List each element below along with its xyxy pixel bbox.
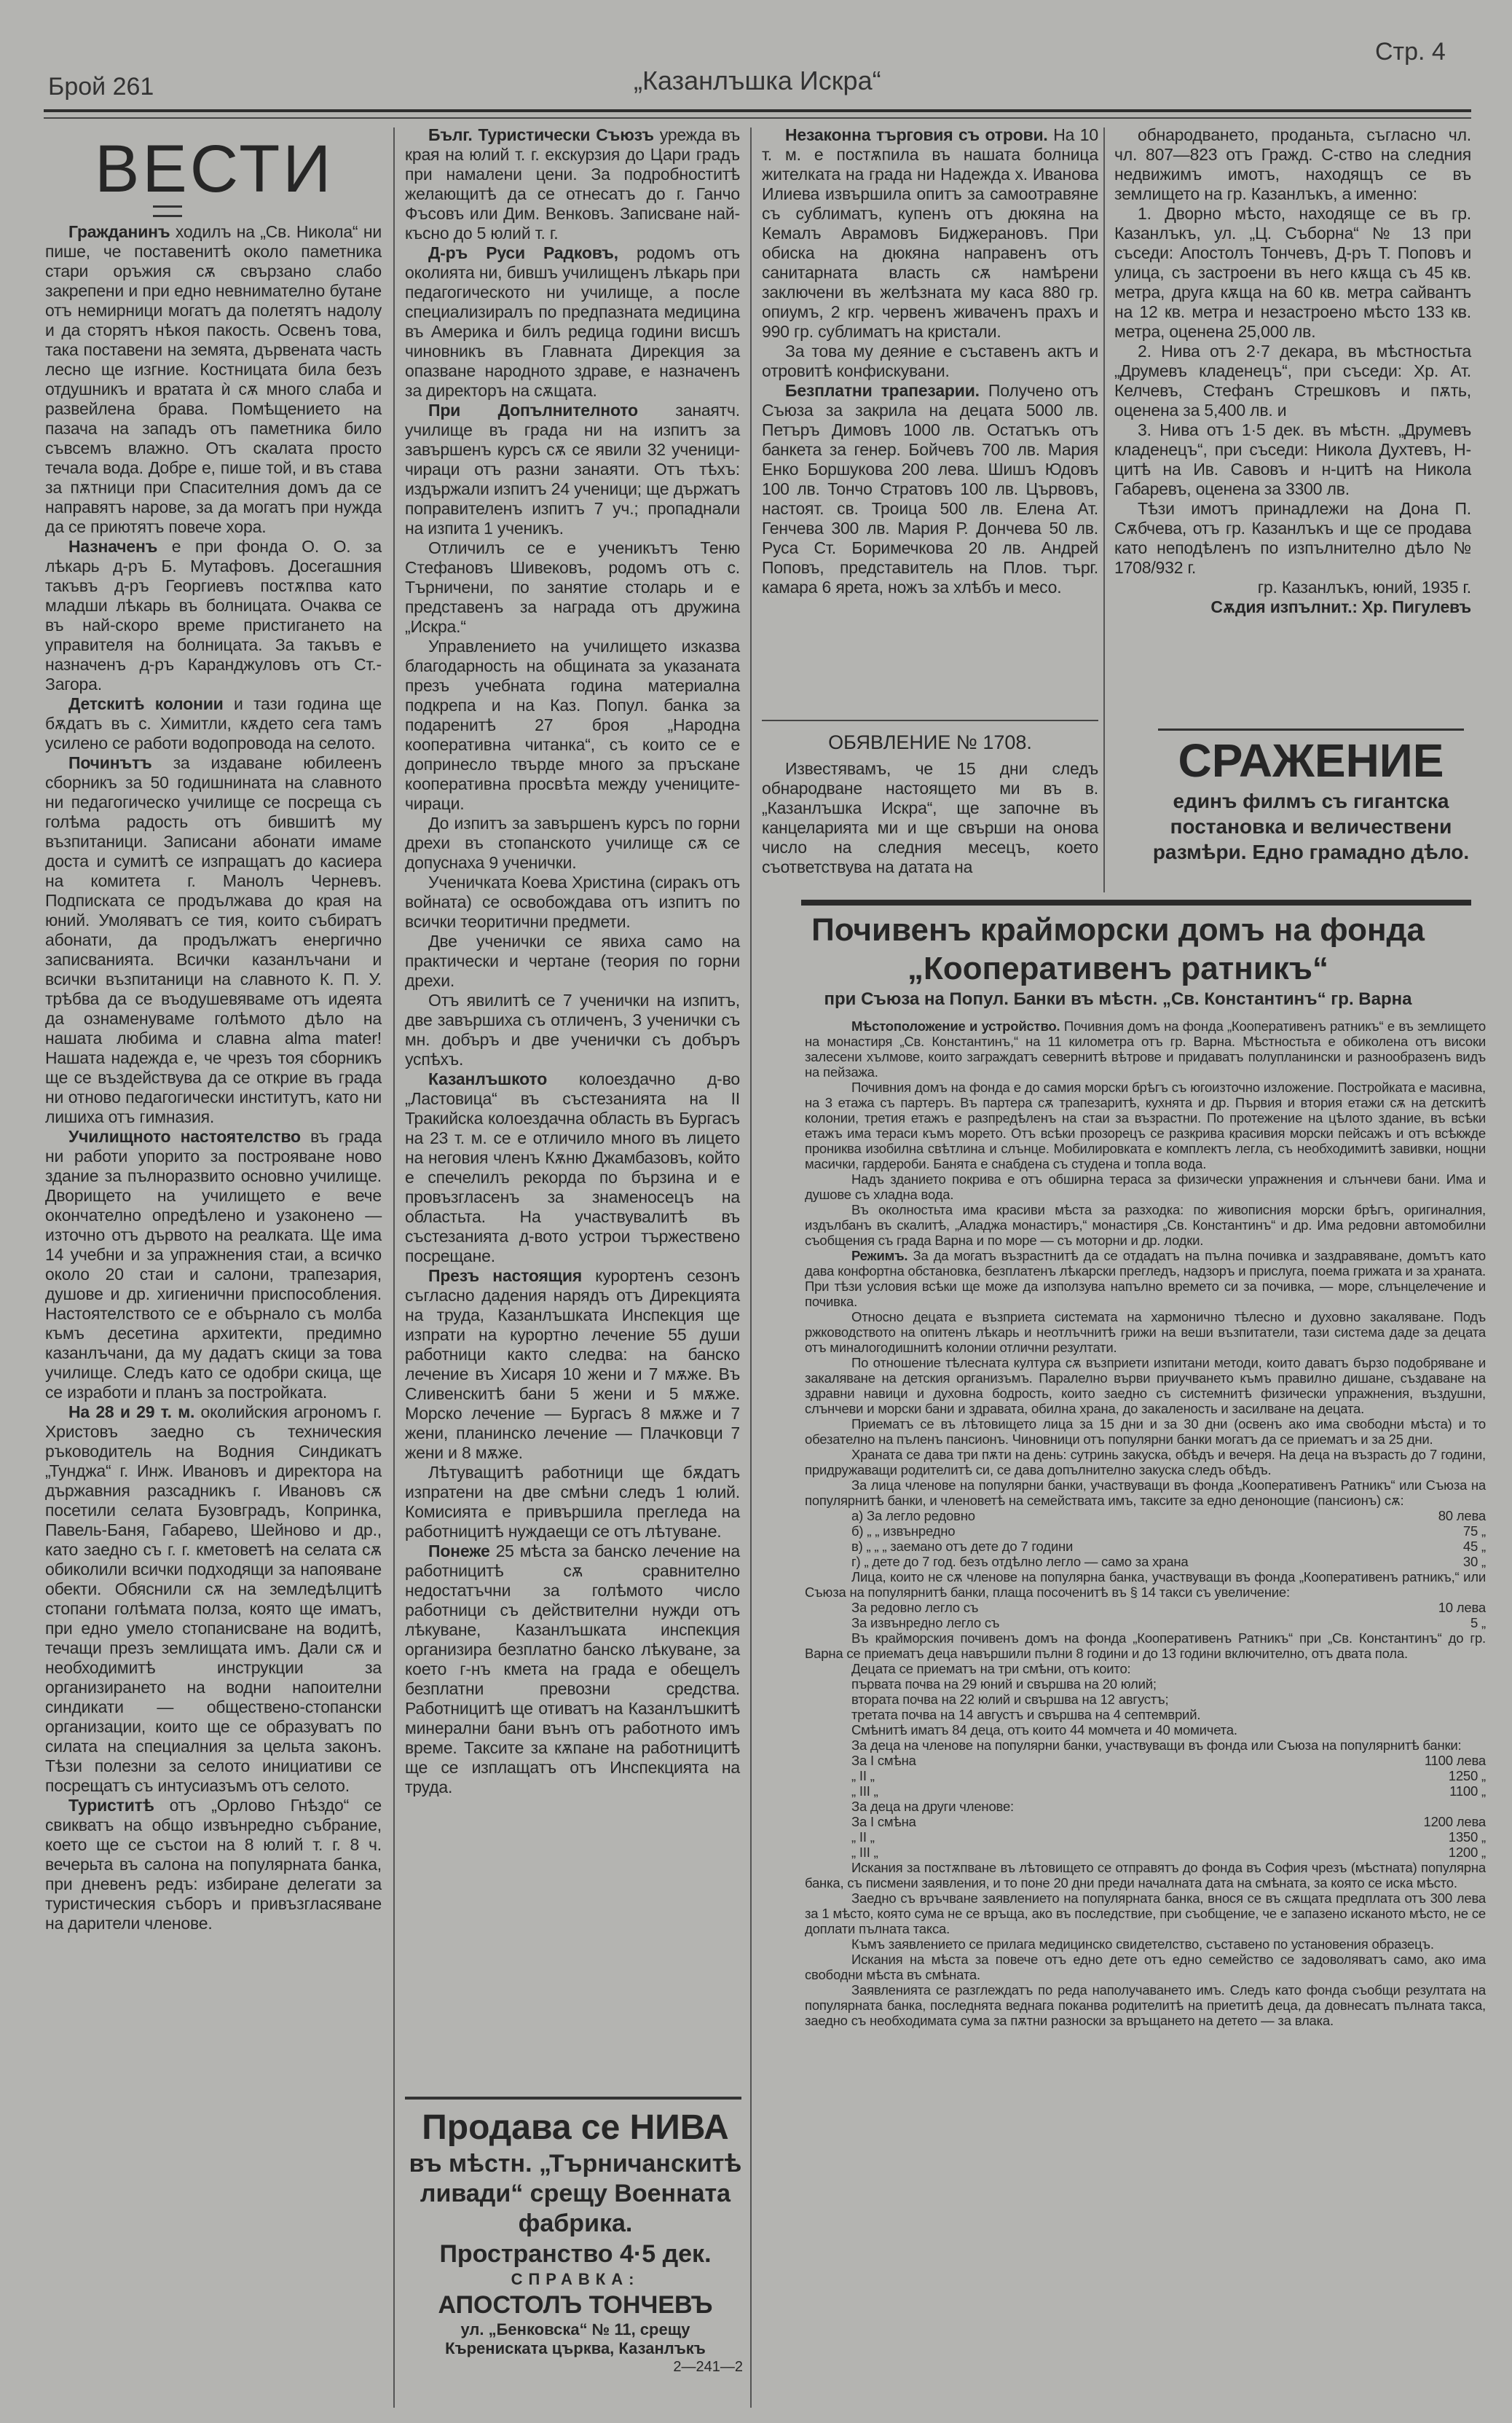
- ad-contact: АПОСТОЛЪ ТОНЧЕВЪ: [438, 2291, 713, 2319]
- paragraph: [805, 1416, 1486, 1447]
- article-title: [757, 911, 1478, 1011]
- paragraph-lead: Туриститѣ: [68, 1796, 154, 1815]
- paragraph: Лица, които не сѫ членове на популярна банка, участвуващи въ фонда „Кооперативенъ ратникъ,“ или Съюза на популярнитѣ банки, плаща посоченитѣ въ § 14 такси съ увеличение:: [805, 1569, 1486, 1600]
- paragraph-text: родомъ отъ околията ни, бившъ училищенъ лѣкарь при педагогическото ни училище, а после специализиралъ по предпазната медицина въ Америка и билъ редица години висшъ чиновникъ въ Главната Дирекция за опазване народното здраве, е назначенъ за директоръ на сѫщата.: [405, 243, 740, 400]
- rate-value: 80 лева: [1438, 1508, 1486, 1523]
- paragraph-text: Получено отъ Съюза за закрила на децата 5000 лв. Петъръ Димовъ 1000 лв. Остатъкъ отъ банкета за генер. Бойчевъ 700 лв. Мария Енко Боршукова 200 лева. Шишъ Юдовъ 100 лв. Тончо Стратовъ 100 лв. Цървовъ, настоят. св. Троица 500 лв. Елена Ат. Генчева 300 лв. Мария Р. Дончева 50 лв. Руса Ст. Боримечкова 20 лв. Андрей Поповъ, представитель на Плов. търг. камара 6 ярета, ножъ за хлѣбъ и месо.: [762, 381, 1098, 597]
- paragraph: [1114, 204, 1471, 342]
- paragraph: [805, 1447, 1486, 1477]
- paragraph-text: Тѣзи имотъ принадлежи на Дона П. Сѫбчева, отъ гр. Казанлъкъ и ще се продава като неподѣленъ по изпълнително дѣло № 1708/932 г.: [1114, 499, 1471, 577]
- paragraph: [805, 1890, 1486, 1936]
- paragraph-text: За лица членове на популярни банки, участвуващи въ фонда „Кооперативенъ Ратникъ“ или Съюза на популярнитѣ банки, и членоветѣ на семействата имъ, таксите за едно денонощие (пансионъ) сѫ:: [805, 1477, 1486, 1508]
- rate-row: [805, 1508, 1486, 1523]
- paragraph: [805, 1309, 1486, 1355]
- paragraph: [45, 1127, 382, 1402]
- paragraph-lead: Безплатни трапезарии.: [785, 381, 980, 400]
- rate-row: [805, 1539, 1486, 1554]
- film-title: СРАЖЕНИЕ: [1178, 734, 1444, 787]
- paragraph: [1114, 342, 1471, 420]
- paragraph-text: околийския агрономъ г. Христовъ заедно съ техническия ръководитель на Водния Синдикатъ „Тунджа“ г. Инж. Ивановъ и директора на държавния разсадникъ г. Ивановъ сѫ посетили селата Бузовградъ, Копринка, Павель-Баня, Габарево, Шейново и др., като заедно съ г. г. кметоветѣ на селата сѫ обиколили всички подходящи за напояване обекти. Обяснили сѫ на земледѣлцитѣ стопани голѣмата полза, която ще иматъ, при едно умело стопанисване на водитѣ, течащи презъ землищата имъ. Дали сѫ и необходимитѣ инструкции за организирането на водни напоителни синдикати — обществено-стопански организации, които ще се образуватъ по силата на специалния за цельта законъ. Тѣзи полезни за селото инициативи се посрещатъ съ интусиазъмъ отъ селото.: [45, 1402, 382, 1795]
- newspaper-title: „Казанлъшка Искра“: [634, 66, 881, 95]
- rate-value: 1200 „: [1448, 1845, 1486, 1860]
- paragraph: [805, 1248, 1486, 1309]
- ad-title: Продава се НИВА: [422, 2108, 729, 2147]
- paragraph-lead: Назначенъ: [68, 537, 158, 556]
- article-body: [805, 1018, 1486, 2028]
- paragraph: [45, 1796, 382, 1933]
- rate-value: 5 „: [1470, 1615, 1486, 1630]
- paragraph: [1114, 420, 1471, 499]
- paragraph: [805, 1952, 1486, 1982]
- paragraph: [405, 1542, 740, 1797]
- paragraph: [45, 753, 382, 1127]
- paragraph-text: Управлението на училището изказва благодарность на общината за указаната презъ учебната година материална подкрепа и на Каз. Попул. банка за подаренитѣ 27 броя „Народна кооперативна читанка“, съ които се е допринесло твърде много за пръскане кооперативна просвѣта между учениците-чираци.: [405, 637, 740, 813]
- paragraph: [805, 1018, 1486, 1080]
- paragraph: [405, 991, 740, 1069]
- paragraph: [805, 1722, 1486, 1737]
- page-number: Стр. 4: [1375, 38, 1446, 66]
- issue-number: Брой 261: [48, 73, 154, 101]
- column-divider: [750, 127, 752, 2408]
- rate-row: [805, 1783, 1486, 1799]
- paragraph-text: Отъ явилитѣ се 7 ученички на изпитъ, две завършиха съ отличенъ, 3 ученички съ мн. добъръ и две ученички съ добъръ успѣхъ.: [405, 991, 740, 1069]
- article-subtitle: при Съюза на Попул. Банки въ мѣстн. „Св. Константинъ“ гр. Варна: [824, 989, 1412, 1009]
- paragraph-text: Две ученички се явиха само на практически и чертане (теория по горни дрехи.: [405, 932, 740, 990]
- paragraph-text: За да могатъ възрастнитѣ да се отдадатъ на пълна почивка и заздравяване, домътъ като дава конфортна обстановка, безплатенъ лѣкарски прегледъ, надзоръ и прислуга, поема грижата и за храната. При тѣзи условия всѣки ще може да използува напълно времето си за почивка, — море, слънцелечение и почивка.: [805, 1248, 1486, 1309]
- notice-rule: [762, 720, 1098, 721]
- film-ad: [1151, 733, 1471, 865]
- rate-label: „ II „: [851, 1768, 875, 1783]
- ad-address: ул. „Бенковска“ № 11, срещу Кърениската църква, Казанлъкъ: [445, 2320, 706, 2357]
- rate-row: [805, 1554, 1486, 1569]
- paragraph-text: Отличилъ се е ученикътъ Теню Стефановъ Шивековъ, родомъ отъ с. Търничени, по занятие столарь и е представенъ за награда отъ дружина „Искра.“: [405, 538, 740, 636]
- paragraph-text: отъ „Орлово Гнѣздо“ се свикватъ на общо извънредно събрание, което ще се състои на 8 юлий т. г. 8 ч. вечерьта въ салона на популярната банка, при дневенъ редъ: избиране делегати за туристическия съборъ и привъзгласяване на дарители членове.: [45, 1796, 382, 1933]
- column-1: [45, 222, 382, 1933]
- column-4: [1114, 125, 1471, 617]
- paragraph-text: До изпитъ за завършенъ курсъ по горни дрехи въ стопанското училище сѫ се допуснаха 9 ученички.: [405, 814, 740, 872]
- paragraph-text: Ученичката Коева Христина (сиракъ отъ войната) се освобождава отъ изпитъ по всички теоритични предмети.: [405, 873, 740, 931]
- paragraph-text: За деца на членове на популярни банки, участвуващи въ фонда или Съюза на популярнитѣ банки:: [851, 1737, 1462, 1753]
- notice-paragraph: Известявамъ, че 15 дни следъ обнародване настоящето ми въ в. „Казанлъшка Искра“, ще започне въ канцеларията ми и ще свърши на онова число на следния месецъ, което съответствува на датата на: [762, 759, 1098, 876]
- rate-label: За редовно легло съ: [851, 1600, 979, 1615]
- paragraph-text: 25 мѣста за банско лечение на работницитѣ сѫ сравнително недостатъчни за голѣмото число работници съ действителни нужди отъ лѣкуване, Казанлъшката инспекция организира безплатно банско лѣкуване, за което г-нъ кмета на града е обещелъ безплатни превозни средства. Работницитѣ ще отиватъ на Казанлъшкитѣ минерални бани вънъ отъ работното имъ време. Таксите за кѫпане на работницитѣ ще се изплащатъ отъ Инспекцията на труда.: [405, 1542, 740, 1796]
- paragraph-text: 2. Нива отъ 2·7 декара, въ мѣстностьта „Друмевъ кладенецъ“, при съседи: Хр. Ат. Келчевъ, Стефанъ Стрешковъ и пѫть, оценена за 5,400 лв. и: [1114, 342, 1471, 420]
- paragraph-text: Надъ зданието покрива е отъ обширна тераса за физически упражнения и слънчеви бани. Има и душове съ хладна вода.: [805, 1171, 1486, 1202]
- paragraph-text: 3. Нива отъ 1·5 дек. въ мѣстн. „Друмевъ кладенецъ“, при съседи: Никола Духтевъ, Н-цитѣ на Ив. Савовъ и н-цитѣ на Никола Габаревъ, оценена за 3300 лв.: [1114, 420, 1471, 498]
- rate-row: [805, 1845, 1486, 1860]
- paragraph: [805, 1676, 1486, 1692]
- notice-date: гр. Казанлъкъ, юний, 1935 г.: [1257, 578, 1471, 597]
- paragraph: [405, 873, 740, 932]
- rate-value: 10 лева: [1438, 1600, 1486, 1615]
- paragraph-text: Искания на мѣста за повече отъ едно дете отъ едно семейство се задоволяватъ само, ако има свободни мѣста въ смѣната.: [805, 1952, 1486, 1982]
- paragraph: [805, 1936, 1486, 1952]
- paragraph: [805, 1477, 1486, 1508]
- paragraph: [805, 1860, 1486, 1890]
- paragraph: [405, 243, 740, 401]
- paragraph-lead: Мѣстоположение и устройство.: [851, 1018, 1060, 1034]
- paragraph: [805, 1080, 1486, 1171]
- rate-row: [805, 1523, 1486, 1539]
- paragraph-text: е при фонда О. О. за лѣкарь д-ръ Б. Мутафовъ. Досегашния такъвъ д-ръ Георгиевъ постѫпва като младши лѣкарь въ болницата. Очаква се въ най-скоро време пристигането на управителя на болницата. За такъвъ е назначенъ д-ръ Каранджуловъ отъ Ст.-Загора.: [45, 537, 382, 694]
- paragraph-text: Относно децата е възприета системата на хармонично тѣлесно и духовно закаляване. Подъ ржководството на опитенъ лѣкарь и неотлъчнитѣ грижи на веши възпитатели, тази система даде за децата отъ миналогодишнитѣ колонии отлични резултати.: [805, 1309, 1486, 1355]
- paragraph: [45, 1402, 382, 1796]
- heading-ornament: [153, 205, 182, 217]
- ad-code: 2—241—2: [673, 2359, 743, 2375]
- paragraph-text: колоездачно д-во „Ластовица“ въ състезанията на II Тракийска колоездачна область въ Бургасъ на 23 т. м. се е отличило много въ лицето на неговия членъ Кѫню Джамбазовъ, който е спечелилъ рекорда по бързина и е провъзгласенъ за знаменосецъ на областьта. На участвувалитѣ въ състезанията д-вото устрои тържествено посрещане.: [405, 1069, 740, 1265]
- rate-value: 1100 лева: [1424, 1753, 1486, 1768]
- paragraph: [405, 1463, 740, 1542]
- rate-row: [805, 1829, 1486, 1845]
- paragraph: [1114, 499, 1471, 578]
- paragraph-text: за издаване юбилеенъ сборникъ за 50 годишнината на славното ни педагогическо училище се посреща съ голѣма радость отъ бившитѣ му възпитаници. Записани абонати имаме доста и сумитѣ се изпращатъ до касиера на комитета г. Манолъ Черневъ. Подписката се продължава до края на юний. Умоляватъ се тия, които събиратъ абонати, да продължатъ енергично записванията. Всички казанлъчани и всички възпитаници на славното К. П. У. трѣбва да се въодушевяваме отъ идеята да ознаменуваме голѣмото дѣло на нашата любима и славна alma mater! Нашата надежда е, че чрезъ тоя сборникъ ще се въздействува да се открие въ града ни отново педагогически институтъ, като ни лишиха отъ гимназия.: [45, 753, 382, 1126]
- paragraph: [805, 1982, 1486, 2028]
- notice-text: [762, 759, 1098, 877]
- rate-label: г) „ дете до 7 год. безъ отдѣлно легло — само за храна: [851, 1554, 1189, 1569]
- paragraph: [405, 401, 740, 538]
- paragraph: [45, 222, 382, 537]
- paragraph-lead: Понеже: [428, 1542, 490, 1560]
- paragraph: [805, 1737, 1486, 1753]
- rate-label: За извънредно легло съ: [851, 1615, 1000, 1630]
- rate-label: б) „ „ извънредно: [851, 1523, 956, 1539]
- paragraph-text: На 10 т. м. е постѫпила въ нашата болница жителката на града ни Надежда х. Иванова Илиева извършила опитъ за самоотравяне съ сублиматъ, купенъ отъ дюкяна на Кемалъ Аврамовъ Биджерановъ. При обиска на дюкяна направенъ отъ санитарната власть сѫ намѣрени заключени въ желѣзната му каса 880 гр. опиумъ, 2 кгр. червенъ живаченъ прахъ и 990 гр. сублиматъ на кристали.: [762, 125, 1098, 341]
- paragraph: [405, 125, 740, 243]
- header-rule: [44, 109, 1471, 119]
- paragraph-lead: Д-ръ Руси Радковъ,: [428, 243, 618, 262]
- paragraph: [805, 1355, 1486, 1416]
- rate-row: [805, 1768, 1486, 1783]
- paragraph-text: Почивния домъ на фонда „Кооперативенъ ратникъ“ е въ землището на монастиря „Св. Константинъ,“ на 11 километра отъ гр. Варна. Мѣстностьта е обиколена отъ високи залесени хълмове, които заграждатъ севернитѣ вѣтрове и придаватъ полупланински и разнообразенъ видъ на пейзажа.: [805, 1018, 1487, 1080]
- paragraph: За деца на други членове:: [851, 1799, 1014, 1814]
- rate-value: 45 „: [1462, 1539, 1486, 1554]
- paragraph-text: Заедно съ връчване заявлението на популярната банка, внося се въ сѫщата предплата отъ 300 лева за 1 мѣсто, която сума не се връща, ако въ последствие, при съобщение, че е запазено исканото мѣсто, не се доплати пълната такса.: [805, 1890, 1486, 1936]
- rate-label: За I смѣна: [851, 1814, 916, 1829]
- paragraph-text: Приематъ се въ лѣтовището лица за 15 дни и за 30 дни (освенъ ако има свободни мѣста) и то обезателно на пъленъ пансионъ. Чиновници отъ популярни банки могатъ да се приематъ и за 25 дни.: [805, 1416, 1486, 1447]
- paragraph-lead: Бълг. Туристически Съюзъ: [428, 125, 654, 144]
- paragraph-lead: Починътъ: [68, 753, 152, 772]
- rate-row: [805, 1753, 1486, 1768]
- column-divider: [1103, 127, 1105, 892]
- paragraph: [805, 1661, 1486, 1676]
- rate-value: 1250 „: [1448, 1768, 1486, 1783]
- notice-signature: Сѫдия изпълнит.: Хр. Пигулевъ: [1210, 597, 1471, 616]
- paragraph: [805, 1630, 1486, 1661]
- rate-label: За I смѣна: [851, 1753, 916, 1768]
- rate-value: 1200 лева: [1423, 1814, 1486, 1829]
- paragraph-text: По отношение тѣлесната култура сѫ възприети изпитани методи, които даватъ бързо подобряване и закаляване на детския организъмъ. Паралелно върви приучването къмъ правилно дишане, създаване на здравни навици и духовна бодрость, които заедно съ системнитѣ физически упражнения, въздушни, слънчеви и морски бани и здравата, обилна храна, до закаленость и засилване на децата.: [805, 1355, 1486, 1416]
- rate-value: 75 „: [1462, 1523, 1486, 1539]
- paragraph: [805, 1707, 1486, 1722]
- paragraph-text: Смѣнитѣ иматъ 84 деца, отъ които 44 момчета и 40 момичета.: [851, 1722, 1237, 1737]
- paragraph: [405, 538, 740, 637]
- rate-label: а) За легло редовно: [851, 1508, 975, 1523]
- paragraph-text: и тази година ще бѫдатъ въ с. Химитли, кѫдето сега тамъ усилено се работи водопровода на селото.: [45, 694, 382, 753]
- rate-label: „ III „: [851, 1845, 878, 1860]
- paragraph: [805, 1202, 1486, 1248]
- paragraph-lead: Гражданинъ: [68, 222, 170, 241]
- film-text: единъ филмъ съ гигантска постановка и величествени размѣри. Едно грамадно дѣло.: [1152, 790, 1470, 863]
- paragraph-text: Искания за постѫпване въ лѣтовището се отправятъ до фонда въ София чрезъ (мѣстната) популярна банка, съ писмени заявления, и то поне 20 дни преди началната дата на смѣната, за която се иска мѣсто.: [805, 1860, 1486, 1890]
- paragraph-text: първата почва на 29 юний и свършва на 20 юлий;: [851, 1676, 1157, 1692]
- paragraph-text: урежда въ края на юлий т. г. екскурзия до Цари градъ при намалени цени. За подробноститѣ желающитѣ да се отнесатъ до г. Ганчо Фъсовъ или Дим. Венковъ. Записване най-късно до 5 юлий т. г.: [405, 125, 740, 243]
- paragraph-text: занаятч. училище въ града ни на изпитъ за завършенъ курсъ сѫ се явили 32 ученици-чираци отъ разни занаяти. Отъ тѣхъ: издържали изпитъ 24 ученици; ще държатъ поправителенъ изпитъ 7 уч.; пропаднали на изпита 1 ученикъ.: [405, 401, 740, 538]
- paragraph: [45, 537, 382, 694]
- column-2: [405, 125, 740, 1797]
- rate-label: „ III „: [851, 1783, 878, 1799]
- paragraph-lead: Казанлъшкото: [428, 1069, 548, 1088]
- paragraph-text: Заявленията се разглеждатъ по реда наполучаването имъ. Следъ като фонда съобщи резултата на популярната банка, последнята веднага поканва родителитѣ на приетитѣ деца, да довнесатъ пълната такса, заедно съ необходимата сума за пѫтни разноски за връщането на детето — за влака.: [805, 1982, 1486, 2028]
- rate-row: [805, 1600, 1486, 1615]
- paragraph-text: третата почва на 14 августъ и свършва на 4 септемврий.: [851, 1707, 1201, 1722]
- paragraph-text: 1. Дворно мѣсто, находяще се въ гр. Казанлъкъ, ул. „Ц. Съборна“ № 13 при съседи: Апостолъ Тончевъ, Д-ръ Т. Поповъ и улица, съ застроени въ него кѫща съ 45 кв. метра, друга кѫща на 60 кв. метра сайвантъ на 12 кв. метра и незастроено мѣсто 133 кв. метра, оценена 25,000 лв.: [1114, 204, 1471, 341]
- article-title-line1: Почивенъ крайморски домъ на фонда: [811, 912, 1425, 948]
- notice-title: ОБЯВЛЕНИЕ № 1708.: [828, 731, 1032, 753]
- rate-value: 30 „: [1462, 1554, 1486, 1569]
- ad-body: въ мѣстн. „Търничанскитѣ ливади“ срещу Военната фабрика.: [409, 2150, 742, 2237]
- paragraph: [762, 381, 1098, 597]
- paragraph-text: курортенъ сезонъ съгласно дадения нарядъ отъ Дирекцията на труда, Казанлъшката Инспекция ще изпрати на курортно лечение 55 души работници както следва: на банско лечение въ Хисаря 10 жени и 7 мѫже. Въ Сливенскитѣ бани 5 жени и 5 мѫже. Морско лечение — Бургасъ 8 мѫже и 7 жени, планинско лечение — Плачковци 7 жени и 8 мѫже.: [405, 1266, 740, 1462]
- film-ad-rule: [1158, 729, 1464, 731]
- paragraph-text: Храната се дава три пѫти на день: сутринь закуска, обѣдъ и вечеря. На деца на възрасть до 7 години, придружаващи родителитѣ си, се дава допълнително закуска следъ обѣдъ.: [805, 1447, 1486, 1477]
- paragraph-text: Децата се приематъ на три смѣни, отъ които:: [851, 1661, 1131, 1676]
- rate-row: [805, 1814, 1486, 1829]
- paragraph-lead: Незаконна търговия съ отрови.: [785, 125, 1048, 144]
- paragraph: [1114, 125, 1471, 204]
- rate-value: 1100 „: [1449, 1783, 1486, 1799]
- paragraph-text: обнародването, проданьта, съгласно чл. чл. 807—823 отъ Гражд. С-ство на следния недвижимъ имотъ, находящъ се въ землището на гр. Казанлъкъ, а именно:: [1114, 125, 1471, 203]
- paragraph-text: За това му деяние е съставенъ актъ и отровитѣ конфискувани.: [762, 342, 1098, 380]
- paragraph-text: втората почва на 22 юлий и свършва на 12 августъ;: [851, 1692, 1169, 1707]
- column-3: [762, 125, 1098, 597]
- paragraph-lead: При Допълнителното: [428, 401, 638, 420]
- article-title-line2: „Кооперативенъ ратникъ“: [907, 951, 1329, 986]
- paragraph: [762, 125, 1098, 342]
- paragraph-lead: Режимъ.: [851, 1248, 908, 1263]
- paragraph: [805, 1692, 1486, 1707]
- paragraph: [762, 342, 1098, 381]
- paragraph-text: Лѣтуващитѣ работници ще бѫдатъ изпратени на две смѣни следъ 1 юлий. Комисията е привършила прегледа на работницитѣ нуждаещи се отъ лѣтуване.: [405, 1463, 740, 1541]
- column-divider: [393, 127, 395, 2408]
- paragraph-lead: Презъ настоящия: [428, 1266, 582, 1285]
- paragraph-lead: Детскитѣ колонии: [68, 694, 224, 713]
- rate-label: в) „ „ „ заемано отъ дете до 7 години: [851, 1539, 1074, 1554]
- paragraph-text: ходилъ на „Св. Никола“ ни пише, че поставенитѣ около паметника стари оръжия сѫ свързано слабо закрепени и при едно невнимателно бутане отъ немирници могатъ да полетятъ надолу и да сторятъ нѣкоя пакость. Освенъ това, така поставени на земята, дървената часть лесно ще изгние. Костницата била безъ отдушникъ и вратата ѝ сѫ много слаба и развейлена брава. Помѣщението на пазача на западъ отъ паметника било съвсемъ влажно. Отъ скалата просто течала вода. Добре е, пише той, и въ става за пѫтници при Спасителния домъ да се направятъ нарове, за да могатъ при нужда да се приютятъ повече хора.: [45, 222, 382, 536]
- paragraph: [805, 1171, 1486, 1202]
- paragraph: [45, 694, 382, 753]
- paragraph-text: въ града ни работи упорито за построяване ново здание за пълноразвито основно училище. Дворището на училището е вече окончателно опредѣлено и узаконено — източно отъ дървото на реалката. Ще има 14 учебни и за упражнения стаи, а всичко около 20 стаи и салони, трапезария, душове и др. хигиенични приспособления. Настоятелството се е обърнало съ молба къмъ десетина архитекти, предимно казанлъчани, да му дадатъ скици за това училище. Следъ като се одобри скица, ще се изработи и планъ за постройката.: [45, 1127, 382, 1402]
- paragraph-lead: На 28 и 29 т. м.: [68, 1402, 195, 1421]
- paragraph-text: Къмъ заявлението се прилага медицинско свидетелство, съставено по установения образецъ.: [851, 1936, 1434, 1952]
- rate-value: 1350 „: [1448, 1829, 1486, 1845]
- article-rule: [801, 900, 1471, 906]
- paragraph-text: Въ околностьта има красиви мѣста за разходка: по живописния морски брѣгъ, оригиналния, издълбанъ въ скалитѣ, „Аладжа монастиръ,“ монастиря „Св. Константинъ“ и др. Има редовни автомобилни съобщения съ града Варна и по море — съ моторни и др. лодки.: [805, 1202, 1486, 1248]
- paragraph: [405, 932, 740, 991]
- ad-ref-label: СПРАВКА:: [511, 2270, 640, 2288]
- paragraph: [405, 637, 740, 814]
- land-sale-ad: [408, 2107, 743, 2376]
- paragraph-text: Почивния домъ на фонда е до самия морски брѣгъ съ югоизточно изложение. Постройката е масивна, на 3 етажа съ партеръ. Въ партера сѫ трапезаритѣ, кухнята и др. Първия и втория етажи сѫ на детскитѣ колонии, третия етажъ е разпредѣленъ на стаи за възрастни. По протежение на цѣлото здание, въ всѣки етажъ има тераси къмъ морето. Отъ всѣки прозорецъ се разкрива красивия морски пейсажъ и отъ всѣкжде прониква изобилна свѣтлина и слънце. Мобилировката е комплектъ легла, съ необходимитѣ завивки, нощни масички, гардероби. Банята е снабдена съ студена и топла вода.: [805, 1080, 1486, 1171]
- paragraph: [405, 1069, 740, 1266]
- ad-rule: [405, 2097, 741, 2100]
- paragraph: [405, 814, 740, 873]
- paragraph: [405, 1266, 740, 1463]
- ad-area: Пространство 4·5 дек.: [439, 2240, 712, 2268]
- paragraph-lead: Училищното настоятелство: [68, 1127, 301, 1146]
- paragraph-text: Въ крайморския почивенъ домъ на фонда „Кооперативенъ Ратникъ“ при „Св. Константинъ“ до гр. Варна се приематъ деца навършили пълни 8 години и до 13 години включително, отъ двата пола.: [805, 1630, 1486, 1661]
- section-heading: ВЕСТИ: [95, 132, 334, 206]
- rate-row: [805, 1615, 1486, 1630]
- rate-label: „ II „: [851, 1829, 875, 1845]
